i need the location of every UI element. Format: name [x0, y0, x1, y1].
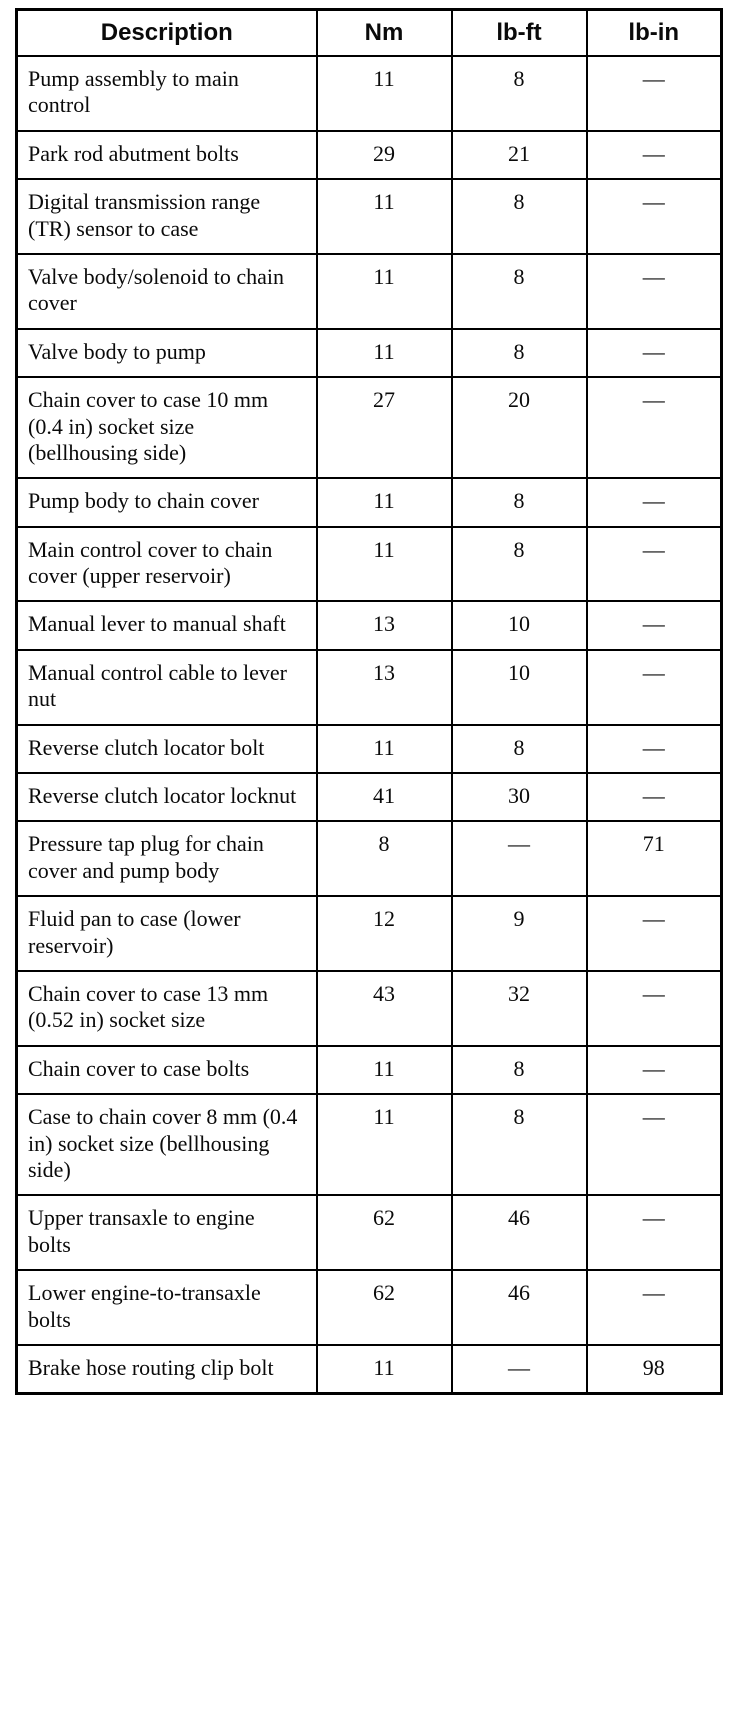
lbin-cell: — — [587, 1195, 722, 1270]
description-cell: Fluid pan to case (lower reservoir) — [17, 896, 317, 971]
nm-cell: 11 — [317, 329, 452, 377]
table-row — [17, 56, 722, 131]
nm-cell: 62 — [317, 1195, 452, 1270]
lbft-cell: 20 — [452, 377, 587, 478]
lbft-cell: 8 — [452, 1046, 587, 1094]
table-body — [17, 56, 722, 1394]
table-row — [17, 329, 722, 377]
lbin-cell: — — [587, 773, 722, 821]
nm-cell: 11 — [317, 1094, 452, 1195]
description-cell: Valve body/solenoid to chain cover — [17, 254, 317, 329]
description-cell: Pump assembly to main control — [17, 56, 317, 131]
torque-spec-table — [15, 8, 723, 1395]
table-row — [17, 478, 722, 526]
nm-cell: 8 — [317, 821, 452, 896]
lbin-cell: — — [587, 56, 722, 131]
header-nm: Nm — [317, 10, 452, 57]
table-row — [17, 896, 722, 971]
lbft-cell: 9 — [452, 896, 587, 971]
table-row — [17, 527, 722, 602]
nm-cell: 11 — [317, 527, 452, 602]
nm-cell: 41 — [317, 773, 452, 821]
lbft-cell: 46 — [452, 1270, 587, 1345]
description-cell: Lower engine-to-transaxle bolts — [17, 1270, 317, 1345]
lbin-cell: — — [587, 1046, 722, 1094]
nm-cell: 11 — [317, 56, 452, 131]
lbft-cell: 21 — [452, 131, 587, 179]
lbin-cell: — — [587, 329, 722, 377]
description-cell: Chain cover to case 10 mm (0.4 in) socket size (bellhousing side) — [17, 377, 317, 478]
nm-cell: 11 — [317, 725, 452, 773]
lbin-cell: — — [587, 377, 722, 478]
lbin-cell: — — [587, 1094, 722, 1195]
table-row — [17, 971, 722, 1046]
nm-cell: 43 — [317, 971, 452, 1046]
nm-cell: 11 — [317, 1345, 452, 1394]
table-row — [17, 650, 722, 725]
description-cell: Manual lever to manual shaft — [17, 601, 317, 649]
table-row — [17, 601, 722, 649]
nm-cell: 13 — [317, 601, 452, 649]
nm-cell: 11 — [317, 1046, 452, 1094]
nm-cell: 27 — [317, 377, 452, 478]
table-row — [17, 1195, 722, 1270]
table-row — [17, 1270, 722, 1345]
header-lb-ft: lb-ft — [452, 10, 587, 57]
lbft-cell: 32 — [452, 971, 587, 1046]
table-row — [17, 377, 722, 478]
description-cell: Upper transaxle to engine bolts — [17, 1195, 317, 1270]
header-description: Description — [17, 10, 317, 57]
lbft-cell: 8 — [452, 478, 587, 526]
header-lb-in: lb-in — [587, 10, 722, 57]
description-cell: Manual control cable to lever nut — [17, 650, 317, 725]
lbin-cell: — — [587, 1270, 722, 1345]
description-cell: Chain cover to case 13 mm (0.52 in) socket size — [17, 971, 317, 1046]
table-row — [17, 821, 722, 896]
lbin-cell: — — [587, 971, 722, 1046]
lbin-cell: 71 — [587, 821, 722, 896]
lbft-cell: 8 — [452, 725, 587, 773]
lbin-cell: — — [587, 131, 722, 179]
lbft-cell: 8 — [452, 1094, 587, 1195]
lbft-cell: 8 — [452, 56, 587, 131]
lbin-cell: — — [587, 179, 722, 254]
table-row — [17, 179, 722, 254]
table-row — [17, 725, 722, 773]
description-cell: Brake hose routing clip bolt — [17, 1345, 317, 1394]
table-row — [17, 131, 722, 179]
lbft-cell: 46 — [452, 1195, 587, 1270]
description-cell: Pressure tap plug for chain cover and pump body — [17, 821, 317, 896]
description-cell: Valve body to pump — [17, 329, 317, 377]
lbin-cell: — — [587, 478, 722, 526]
description-cell: Reverse clutch locator locknut — [17, 773, 317, 821]
nm-cell: 29 — [317, 131, 452, 179]
lbft-cell: — — [452, 1345, 587, 1394]
description-cell: Chain cover to case bolts — [17, 1046, 317, 1094]
lbft-cell: — — [452, 821, 587, 896]
lbin-cell: — — [587, 527, 722, 602]
lbft-cell: 8 — [452, 329, 587, 377]
lbft-cell: 10 — [452, 601, 587, 649]
table-row — [17, 773, 722, 821]
description-cell: Reverse clutch locator bolt — [17, 725, 317, 773]
nm-cell: 13 — [317, 650, 452, 725]
lbft-cell: 10 — [452, 650, 587, 725]
table-row — [17, 1345, 722, 1394]
nm-cell: 11 — [317, 179, 452, 254]
lbin-cell: 98 — [587, 1345, 722, 1394]
description-cell: Main control cover to chain cover (upper reservoir) — [17, 527, 317, 602]
description-cell: Park rod abutment bolts — [17, 131, 317, 179]
lbin-cell: — — [587, 896, 722, 971]
nm-cell: 62 — [317, 1270, 452, 1345]
description-cell: Case to chain cover 8 mm (0.4 in) socket size (bellhousing side) — [17, 1094, 317, 1195]
table-row — [17, 1046, 722, 1094]
table-header-row — [17, 10, 722, 57]
lbft-cell: 8 — [452, 254, 587, 329]
lbft-cell: 30 — [452, 773, 587, 821]
lbin-cell: — — [587, 650, 722, 725]
lbin-cell: — — [587, 254, 722, 329]
table-row — [17, 1094, 722, 1195]
nm-cell: 11 — [317, 254, 452, 329]
description-cell: Pump body to chain cover — [17, 478, 317, 526]
nm-cell: 12 — [317, 896, 452, 971]
lbft-cell: 8 — [452, 179, 587, 254]
lbin-cell: — — [587, 725, 722, 773]
nm-cell: 11 — [317, 478, 452, 526]
lbin-cell: — — [587, 601, 722, 649]
description-cell: Digital transmission range (TR) sensor to case — [17, 179, 317, 254]
table-row — [17, 254, 722, 329]
lbft-cell: 8 — [452, 527, 587, 602]
